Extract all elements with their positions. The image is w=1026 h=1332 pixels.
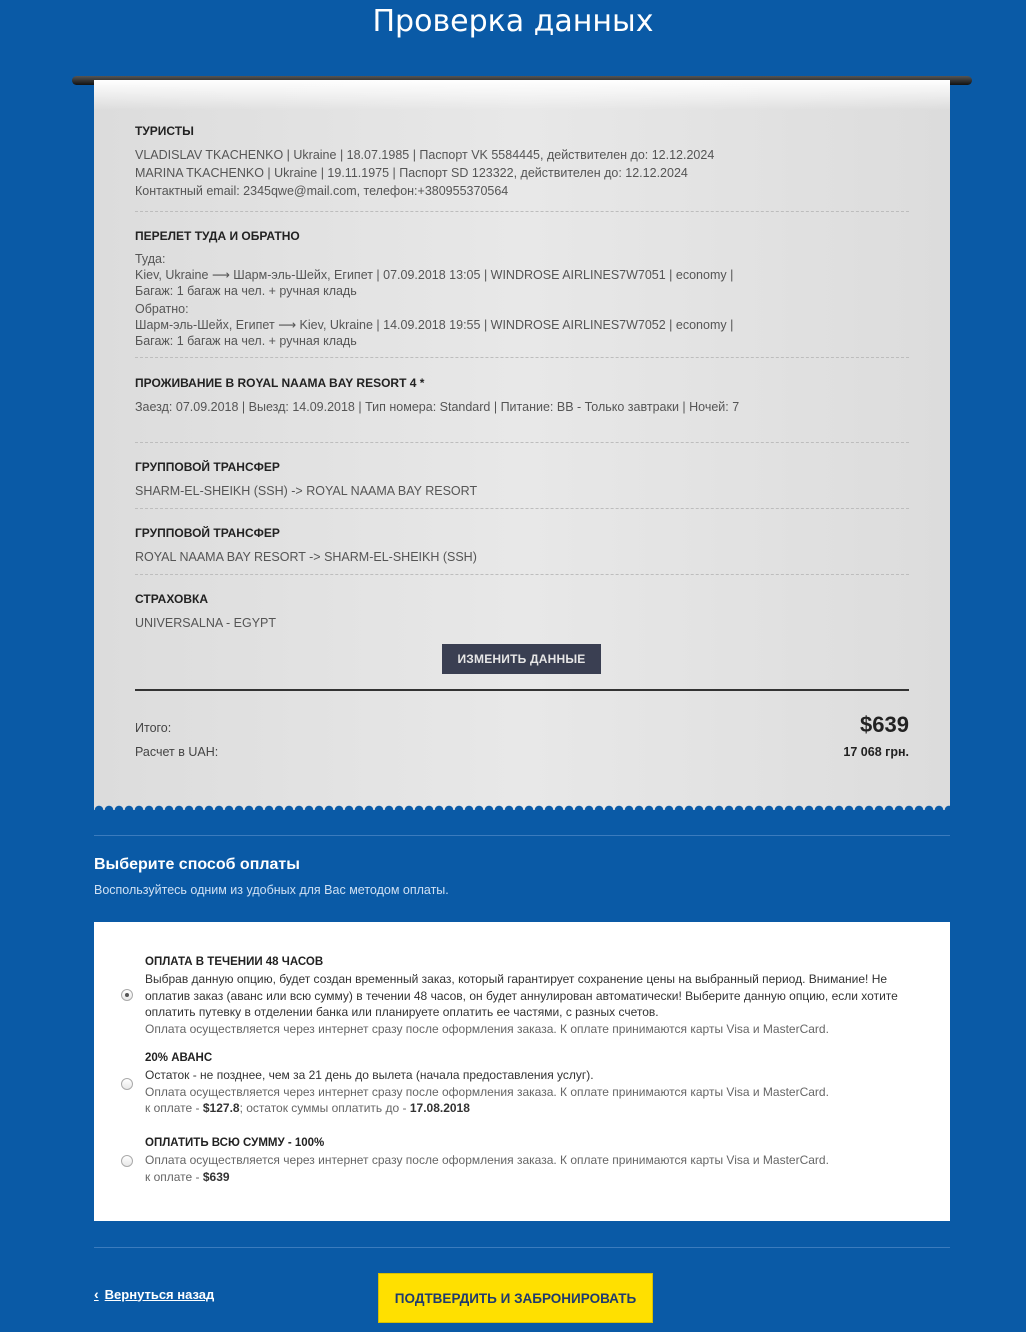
section-divider <box>135 574 909 575</box>
amount-value: $639 <box>202 1169 230 1184</box>
section-divider <box>135 357 909 358</box>
divider <box>94 1247 950 1248</box>
confirm-booking-button[interactable]: ПОДТВЕРДИТЬ И ЗАБРОНИРОВАТЬ <box>378 1273 653 1323</box>
option-full-payment[interactable] <box>145 1137 925 1185</box>
insurance-name: UNIVERSALNA - EGYPT <box>135 616 277 630</box>
flight-title: ПЕРЕЛЕТ ТУДА И ОБРАТНО <box>135 229 300 243</box>
tourists-title: ТУРИСТЫ <box>135 124 194 138</box>
transfer-title: ГРУППОВОЙ ТРАНСФЕР <box>135 460 280 474</box>
payment-subtitle: Воспользуйтесь одним из удобных для Вас методом оплаты. <box>94 883 449 897</box>
chevron-left-icon: ‹ <box>94 1286 99 1302</box>
option-amount <box>145 1100 925 1117</box>
hotel-details: Заезд: 07.09.2018 | Выезд: 14.09.2018 | Тип номера: Standard | Питание: BB - Только завтраки | Ночей: 7 <box>135 400 740 414</box>
transfer-section-2 <box>135 526 909 566</box>
option-note: Оплата осуществляется через интернет сразу после оформления заказа. К оплате принимаются карты Visa и MasterCard. <box>145 1153 829 1167</box>
option-note: Оплата осуществляется через интернет сразу после оформления заказа. К оплате принимаются карты Visa и MasterCard. <box>145 1021 829 1036</box>
option-description: Выбрав данную опцию, будет создан временный заказ, который гарантирует сохранение цены на выбранный период. Внимание! Не <box>145 972 888 986</box>
payment-title: Выберите способ оплаты <box>94 856 300 873</box>
total-row <box>135 712 909 738</box>
insurance-title: СТРАХОВКА <box>135 592 208 606</box>
radio-pay-48h[interactable] <box>121 989 133 1001</box>
rest-prefix: ; остаток суммы оплатить до - <box>239 1101 410 1115</box>
tourist-line-1: VLADISLAV TKACHENKO | Ukraine | 18.07.1985 | Паспорт VK 5584445, действителен до: 12.12.2024 <box>135 148 715 162</box>
return-label: Обратно: <box>135 302 189 316</box>
option-title: 20% АВАНС <box>145 1052 213 1064</box>
amount-prefix: к оплате - <box>145 1169 203 1184</box>
transfer-section-1 <box>135 460 909 500</box>
amount-prefix: к оплате - <box>145 1101 203 1115</box>
section-divider <box>135 442 909 443</box>
hotel-section <box>135 376 909 416</box>
outbound-route: Kiev, Ukraine ⟶ Шарм-эль-Шейх, Египет | 07.09.2018 13:05 | WINDROSE AIRLINES7W7051 | economy | <box>135 268 734 282</box>
option-pay-48h[interactable] <box>145 956 925 1037</box>
divider <box>94 835 950 836</box>
option-advance-20[interactable] <box>145 1052 925 1117</box>
total-label: Итого: <box>135 721 172 735</box>
section-divider <box>135 211 909 212</box>
return-baggage: Багаж: 1 багаж на чел. + ручная кладь <box>135 334 357 348</box>
transfer-title: ГРУППОВОЙ ТРАНСФЕР <box>135 526 280 540</box>
total-divider <box>135 689 909 691</box>
tourist-line-2: MARINA TKACHENKO | Ukraine | 19.11.1975 | Паспорт SD 123322, действителен до: 12.12.2024 <box>135 166 688 180</box>
radio-advance-20[interactable] <box>121 1078 133 1090</box>
option-amount <box>145 1169 925 1186</box>
radio-full-payment[interactable] <box>121 1155 133 1167</box>
uah-value: 17 068 грн. <box>843 745 909 759</box>
flight-section <box>135 229 909 349</box>
booking-summary-receipt <box>94 80 950 810</box>
option-description: оплатив заказ (аванс или всю сумму) в течении 48 часов, он будет аннулирован автоматически! Выберите данную опцию, если хотите <box>145 988 898 1003</box>
option-title: ОПЛАТИТЬ ВСЮ СУММУ - 100% <box>145 1137 325 1149</box>
total-value: $639 <box>860 712 909 737</box>
insurance-section <box>135 592 909 632</box>
contact-line: Контактный email: 2345qwe@mail.com, телефон:+380955370564 <box>135 184 509 198</box>
edit-data-button[interactable]: ИЗМЕНИТЬ ДАННЫЕ <box>442 644 601 674</box>
transfer-route: ROYAL NAAMA BAY RESORT -> SHARM-EL-SHEIKH (SSH) <box>135 550 477 564</box>
back-link[interactable] <box>94 1286 214 1302</box>
option-note: Оплата осуществляется через интернет сразу после оформления заказа. К оплате принимаются карты Visa и MasterCard. <box>145 1084 829 1099</box>
uah-row <box>135 745 909 759</box>
hotel-title: ПРОЖИВАНИЕ В ROYAL NAAMA BAY RESORT 4 * <box>135 376 425 390</box>
tourists-section <box>135 124 909 200</box>
uah-label: Расчет в UAH: <box>135 745 219 759</box>
outbound-baggage: Багаж: 1 багаж на чел. + ручная кладь <box>135 284 357 298</box>
section-divider <box>135 508 909 509</box>
option-title: ОПЛАТА В ТЕЧЕНИИ 48 ЧАСОВ <box>145 956 324 968</box>
transfer-route: SHARM-EL-SHEIKH (SSH) -> ROYAL NAAMA BAY RESORT <box>135 484 478 498</box>
rest-date: 17.08.2018 <box>409 1101 470 1115</box>
outbound-label: Туда: <box>135 252 166 266</box>
option-description: оплатить путевку в отделении банка или планируете оплатить ее частями, с разных счетов. <box>145 1005 659 1019</box>
back-link-label: Вернуться назад <box>104 1286 215 1302</box>
amount-value: $127.8 <box>202 1101 240 1115</box>
payment-options-box <box>94 922 950 1221</box>
page-title: Проверка данных <box>372 4 654 39</box>
return-route: Шарм-эль-Шейх, Египет ⟶ Kiev, Ukraine | 14.09.2018 19:55 | WINDROSE AIRLINES7W7052 | economy | <box>135 318 734 332</box>
option-description: Остаток - не позднее, чем за 21 день до вылета (начала предоставления услуг). <box>145 1068 594 1082</box>
